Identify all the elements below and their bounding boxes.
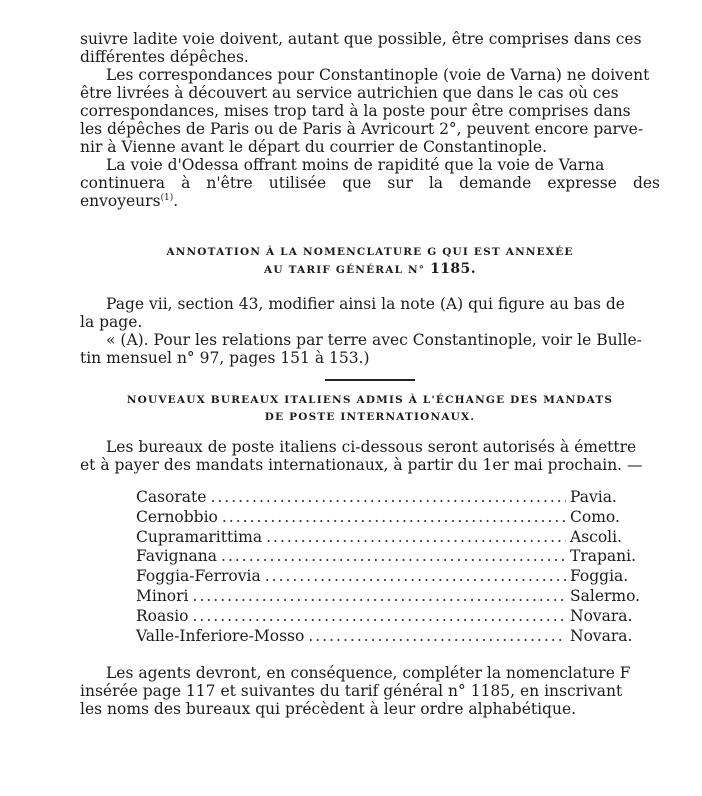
text-line: Les bureaux de poste italiens ci-dessous seront autorisés à émettre [106,438,637,456]
text-line: nir à Vienne avant le départ du courrier de Constantinople. [80,138,548,156]
odessa-line2-text: continuera à n'être utilisée que sur la demande expresse des envoyeurs [80,174,660,210]
office-name: Valle-Inferiore-Mosso [136,626,305,645]
dot-leader [221,547,566,567]
document-page [80,30,660,718]
text-line: insérée page 117 et suivantes du tarif général n° 1185, en inscrivant [80,682,623,701]
text-line: être livrées à découvert au service autrichien que dans le cas où ces [80,84,619,102]
office-name: Favignana [136,547,218,566]
text-line: et à payer des mandats internationaux, à partir du 1er mai prochain. — [80,456,643,474]
office-name: Foggia-Ferrovia [136,567,261,586]
annotation-title-number: 1185. [430,261,476,277]
closing-paragraph [80,664,660,718]
dot-leader [222,508,566,528]
odessa-line2-end: . [173,192,179,210]
office-row [136,547,636,567]
annotation-title-line1: ANNOTATION À LA NOMENCLATURE G QUI EST ANNEXÉE [166,246,574,258]
text-line: différentes dépêches. [80,48,249,66]
office-province: Salermo. [570,586,641,605]
text-line [80,174,660,210]
dot-leader [265,567,566,587]
dot-leader [193,607,567,627]
annotation-title-line2: AU TARIF GÉNÉRAL N° [264,264,426,276]
office-province: Novara. [570,606,633,625]
dot-leader [210,488,566,508]
dot-leader [193,587,566,607]
office-province: Pavia. [570,488,617,506]
bureaux-title-line2: DE POSTE INTERNATIONAUX. [264,411,476,423]
office-name: Minori [136,586,189,605]
office-province: Trapani. [570,547,637,566]
intro-paragraph [80,30,660,66]
office-province: Como. [570,507,620,526]
office-row [136,528,636,548]
text-line: La voie d'Odessa offrant moins de rapidité que la voie de Varna [106,156,605,174]
office-row [136,488,636,508]
bureaux-title [80,392,660,426]
office-name: Cernobbio [136,507,218,526]
text-line: les dépêches de Paris ou de Paris à Avricourt 2°, peuvent encore parve- [80,120,644,138]
office-name: Roasio [136,606,189,625]
footnote-mark[interactable]: (1) [160,192,174,203]
annotation-title [80,244,660,279]
office-row [136,627,636,647]
office-province: Foggia. [570,567,629,586]
text-line: « (A). Pour les relations par terre avec Constantinople, voir le Bulle- [106,331,642,349]
office-row [136,607,636,627]
correspondances-paragraph [80,66,660,156]
text-line: les noms des bureaux qui précèdent à leur ordre alphabétique. [80,700,577,719]
office-name: Casorate [136,488,207,506]
office-row [136,567,636,587]
text-line: la page. [80,313,143,331]
section-divider [325,379,415,381]
office-row [136,508,636,528]
text-line: tin mensuel n° 97, pages 151 à 153.) [80,349,370,367]
bureaux-intro [80,438,660,474]
dot-leader [308,627,566,647]
office-province: Ascoli. [570,527,623,546]
text-line: Les agents devront, en conséquence, compléter la nomenclature F [106,664,631,683]
office-row [136,586,641,607]
offices-list [136,488,641,646]
office-province: Novara. [570,626,633,645]
office-name: Cupramarittima [136,527,263,546]
text-line: Page vii, section 43, modifier ainsi la note (A) qui figure au bas de [106,295,625,313]
text-line: suivre ladite voie doivent, autant que possible, être comprises dans ces [80,30,642,48]
dot-leader [266,528,566,548]
odessa-paragraph [80,156,660,210]
text-line: Les correspondances pour Constantinople (voie de Varna) ne doivent [106,66,650,84]
bureaux-title-line1: NOUVEAUX BUREAUX ITALIENS ADMIS À L'ÉCHANGE DES MANDATS [126,394,614,406]
text-line: correspondances, mises trop tard à la poste pour être comprises dans [80,102,631,120]
annotation-body [80,295,660,367]
